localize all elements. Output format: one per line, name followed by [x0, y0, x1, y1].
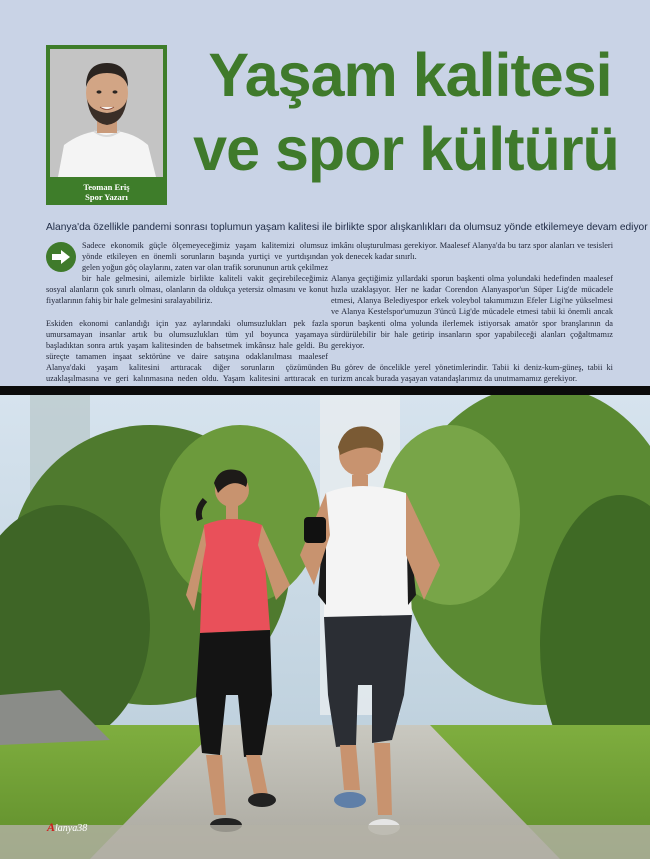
- paragraph: Alanya geçtiğimiz yıllardaki sporun başkenti olma yolundaki hedefinden maalesef hızla uzaklaşıyor. Her ne kadar Corendon Alanyaspor'un Süper Lig'de mücadele etmesi, Alanya Belediyespor erkek voleybol takımımızın Efeler Ligi'ne yükselmesi ve Alanya Kestelspor'umuzun 3'üncü Lig'de mücadele etmesi tabii ki önemli ancak sporun başkenti olma yolunda ilerlemek istiyorsak amatör spor branşlarının da sürdürülebilir bir hale getirip insanların spor yapabileceği alanları çoğaltmamız gerekiyor.: [331, 274, 613, 350]
- paragraph: Bu görev de öncelikle yerel yönetimlerindir. Tabii ki deniz-kum-güneş, tabii ki turizm ancak burada yaşayan vatandaşlarımız da unutmamamız gerekiyor.: [331, 362, 613, 383]
- footer-logo: [47, 820, 87, 835]
- paragraph: imkânı oluşturulması gerekiyor. Maalesef Alanya'da bu tarz spor alanları ve tesisleri yok denecek kadar sınırlı.: [331, 241, 613, 262]
- article-lead: Alanya'da özellikle pandemi sonrası toplumun yaşam kalitesi ile birlikte spor alışkanlıkları da olumsuz yönde etkilemeye devam ediyor: [46, 222, 648, 233]
- paragraph: [46, 240, 328, 307]
- logo-letter: A: [47, 820, 56, 834]
- jogging-couple-photo: [0, 395, 650, 859]
- author-name: Teoman Eriş: [83, 182, 130, 192]
- logo-rest: lanya: [55, 823, 78, 834]
- author-portrait-image: [50, 49, 163, 177]
- author-box: [46, 45, 167, 205]
- paragraph: Eskiden ekonomi canlandığı için yaz aylarındaki olumsuzlukları pek fazla umursamayan insanlar artık bu olumsuzlukları tüm yıl boyunca yaşamaya başladıktan sonra artık yaşam kalitesinden de bahsetmek imkânsız hale geldi. Bu süreçte tamamen inşaat sektörüne ve daire satışına odaklanılması maalesef Alanya'daki yaşam kalitesini arttıracak diğer sorunların çözümünden uzaklaşılmasına ve geri kalınmasına neden oldu. Yaşam kalitesini arttıracak en: [46, 318, 328, 384]
- arrow-right-icon: [46, 242, 76, 272]
- paragraph-text: Sadece ekonomik güçle ölçemeyeceğimiz yaşam kalitemizi olumsuz yönde etkileyen en önemli sorunların başında yurtiçi ve yurtdışından gelen yoğun göç olaylarını, zaten var olan trafik sorununun artık çekilmez bir hale gelmesini, ailemizle birlikte kaliteli vakit geçirebileceğimiz sosyal alanların çok sınırlı olması, olanların da oldukça yetersiz olmasını ve konut fiyatlarının fahiş bir hale gelmesini sıralayabiliriz.: [46, 241, 328, 306]
- article-title-line2: ve spor kültürü: [193, 115, 619, 183]
- page-number: 38: [77, 823, 88, 834]
- author-role: Spor Yazarı: [85, 192, 128, 202]
- author-photo: [50, 49, 163, 177]
- photo-illustration: [0, 395, 650, 859]
- article-title-line1: Yaşam kalitesi: [208, 41, 612, 109]
